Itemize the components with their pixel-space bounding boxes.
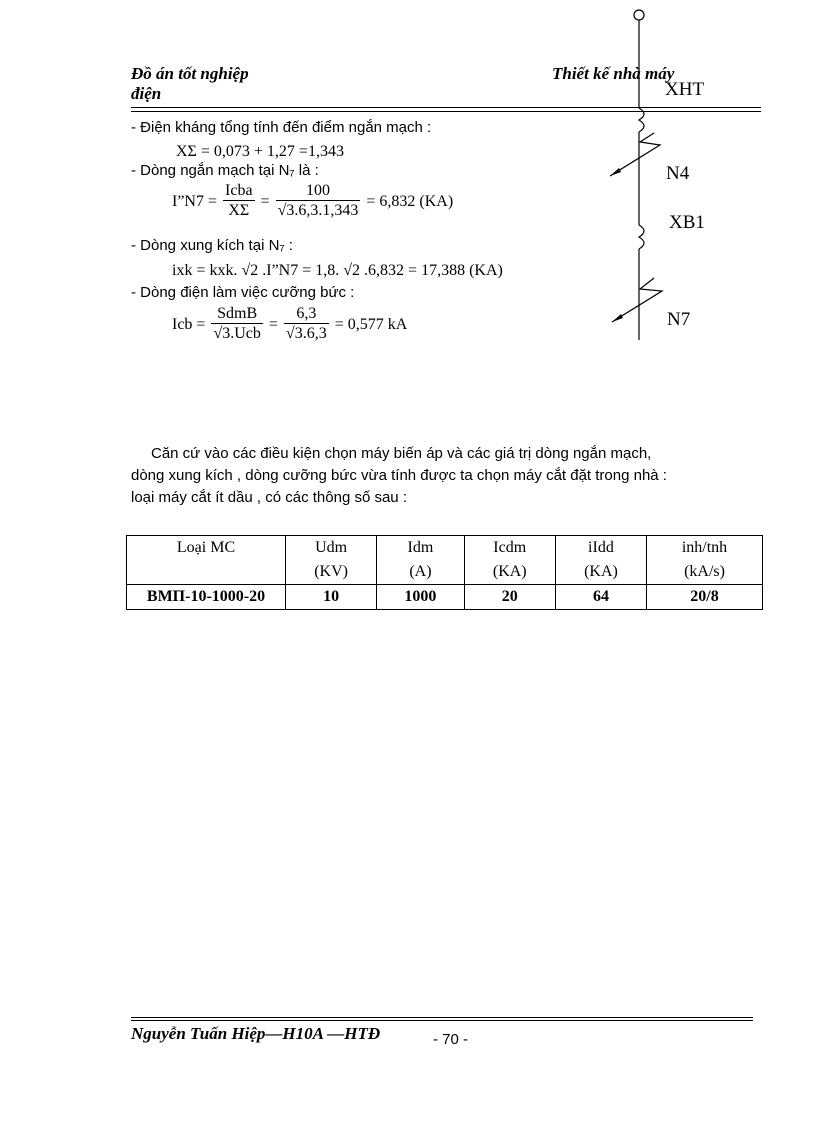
eq4-fraction-2 [284, 305, 329, 344]
unit-udm: (KV) [286, 560, 377, 585]
fault-arrow-n4 [610, 168, 621, 176]
cell-icdm: 20 [464, 585, 555, 610]
eq4-result: = 0,577 kA [334, 315, 408, 333]
fault-arrow-n7 [612, 314, 623, 322]
header-title-left: Đồ án tốt nghiệp [131, 64, 249, 83]
calc-item-forced-current: - Dòng điện làm việc cưỡng bức : [131, 284, 355, 301]
cell-idm: 1000 [377, 585, 464, 610]
eq4-fraction-1 [211, 305, 262, 344]
unit-idm: (A) [377, 560, 464, 585]
calc-eq-short-circuit: I”N7 = $\frac{\text{Icba}}{X\Sigma}$ = $\frac{100}{√3.6,3.1,343}$ = 6,832 (KA) [172, 182, 454, 219]
th-inh-tnh: inh/tnh [647, 536, 763, 561]
footer-page-number: - 70 - [433, 1031, 469, 1048]
unit-icdm: (KA) [464, 560, 555, 585]
paragraph-line-1: Căn cứ vào các điều kiện chọn máy biến áp và các giá trị dòng ngắn mạch, [151, 445, 652, 462]
circuit-diagram [600, 0, 720, 345]
table-unit-row [127, 560, 763, 585]
eq2-frac2-num: 100 [276, 182, 361, 201]
footer-rule-bottom [131, 1020, 753, 1021]
paragraph-line-3: loại máy cắt ít dầu , có các thông số sau : [131, 489, 407, 506]
eq2-lhs: I”N7 = [172, 192, 218, 210]
th-type: Loại MC [127, 536, 286, 561]
label-n7: N7 [667, 309, 691, 330]
eq2-frac1-num: Icba [225, 182, 253, 199]
calc-eq-surge: ixk = kxk. √2 .I”N7 = 1,8. √2 .6,832 = 17,388 (KA) [172, 262, 503, 279]
paragraph-line-2: dòng xung kích , dòng cưỡng bức vừa tính được ta chọn máy cắt đặt trong nhà : [131, 467, 667, 484]
unit-type [127, 560, 286, 585]
eq2-result: = 6,832 (KA) [366, 192, 454, 210]
table-row [127, 585, 763, 610]
reactor-xb1 [639, 225, 644, 249]
calc-eq-reactance: XΣ = 0,073 + 1,27 =1,343 [176, 143, 344, 160]
selection-paragraph [131, 443, 755, 509]
reactor-xht [639, 108, 644, 132]
calc-item-reactance: - Điện kháng tổng tính đến điểm ngắn mạch : [131, 119, 432, 136]
header-title-right: Thiết kế nhà máy [552, 64, 675, 83]
cell-udm: 10 [286, 585, 377, 610]
th-ildd: iIdd [555, 536, 646, 561]
header-title-left-cont: điện [131, 84, 162, 103]
eq4-frac2-num: 6,3 [284, 305, 329, 324]
unit-inh-tnh: (kA/s) [647, 560, 763, 585]
breaker-table [126, 535, 763, 610]
eq2-fraction-2 [276, 182, 361, 221]
calc-item-short-circuit: - Dòng ngắn mạch tại N₇ là : [131, 162, 319, 179]
eq2-frac2-den: √3.6,3.1,343 [277, 202, 359, 219]
unit-ildd: (KA) [555, 560, 646, 585]
th-udm: Udm [286, 536, 377, 561]
eq2-fraction-1 [223, 182, 255, 221]
eq2-frac1-den: XΣ [228, 202, 250, 219]
eq4-frac1-den: √3.Ucb [213, 325, 261, 342]
cell-inh-tnh: 20/8 [647, 585, 763, 610]
calc-eq-forced-current: Icb = $\frac{\text{SdmB}}{\text{√3.Ucb}}$ = $\frac{6,3}{√3.6,3}$ = 0,577 kA [172, 305, 408, 342]
eq4-frac2-den: √3.6,3 [285, 325, 327, 342]
th-icdm: Icdm [464, 536, 555, 561]
th-idm: Idm [377, 536, 464, 561]
eq4-lhs: Icb = [172, 315, 206, 333]
label-n4: N4 [666, 163, 690, 184]
table-header-row [127, 536, 763, 561]
eq4-frac1-num: SdmB [211, 305, 262, 324]
calc-item-surge: - Dòng xung kích tại N₇ : [131, 237, 293, 254]
label-xht: XHT [665, 79, 705, 100]
footer-author: Nguyễn Tuấn Hiệp—H10A —HTĐ [131, 1024, 381, 1043]
source-node [634, 10, 644, 20]
cell-ildd: 64 [555, 585, 646, 610]
cell-type: BMΠ-10-1000-20 [127, 585, 286, 610]
footer-rule-top [131, 1017, 753, 1018]
label-xb1: XB1 [669, 212, 705, 233]
